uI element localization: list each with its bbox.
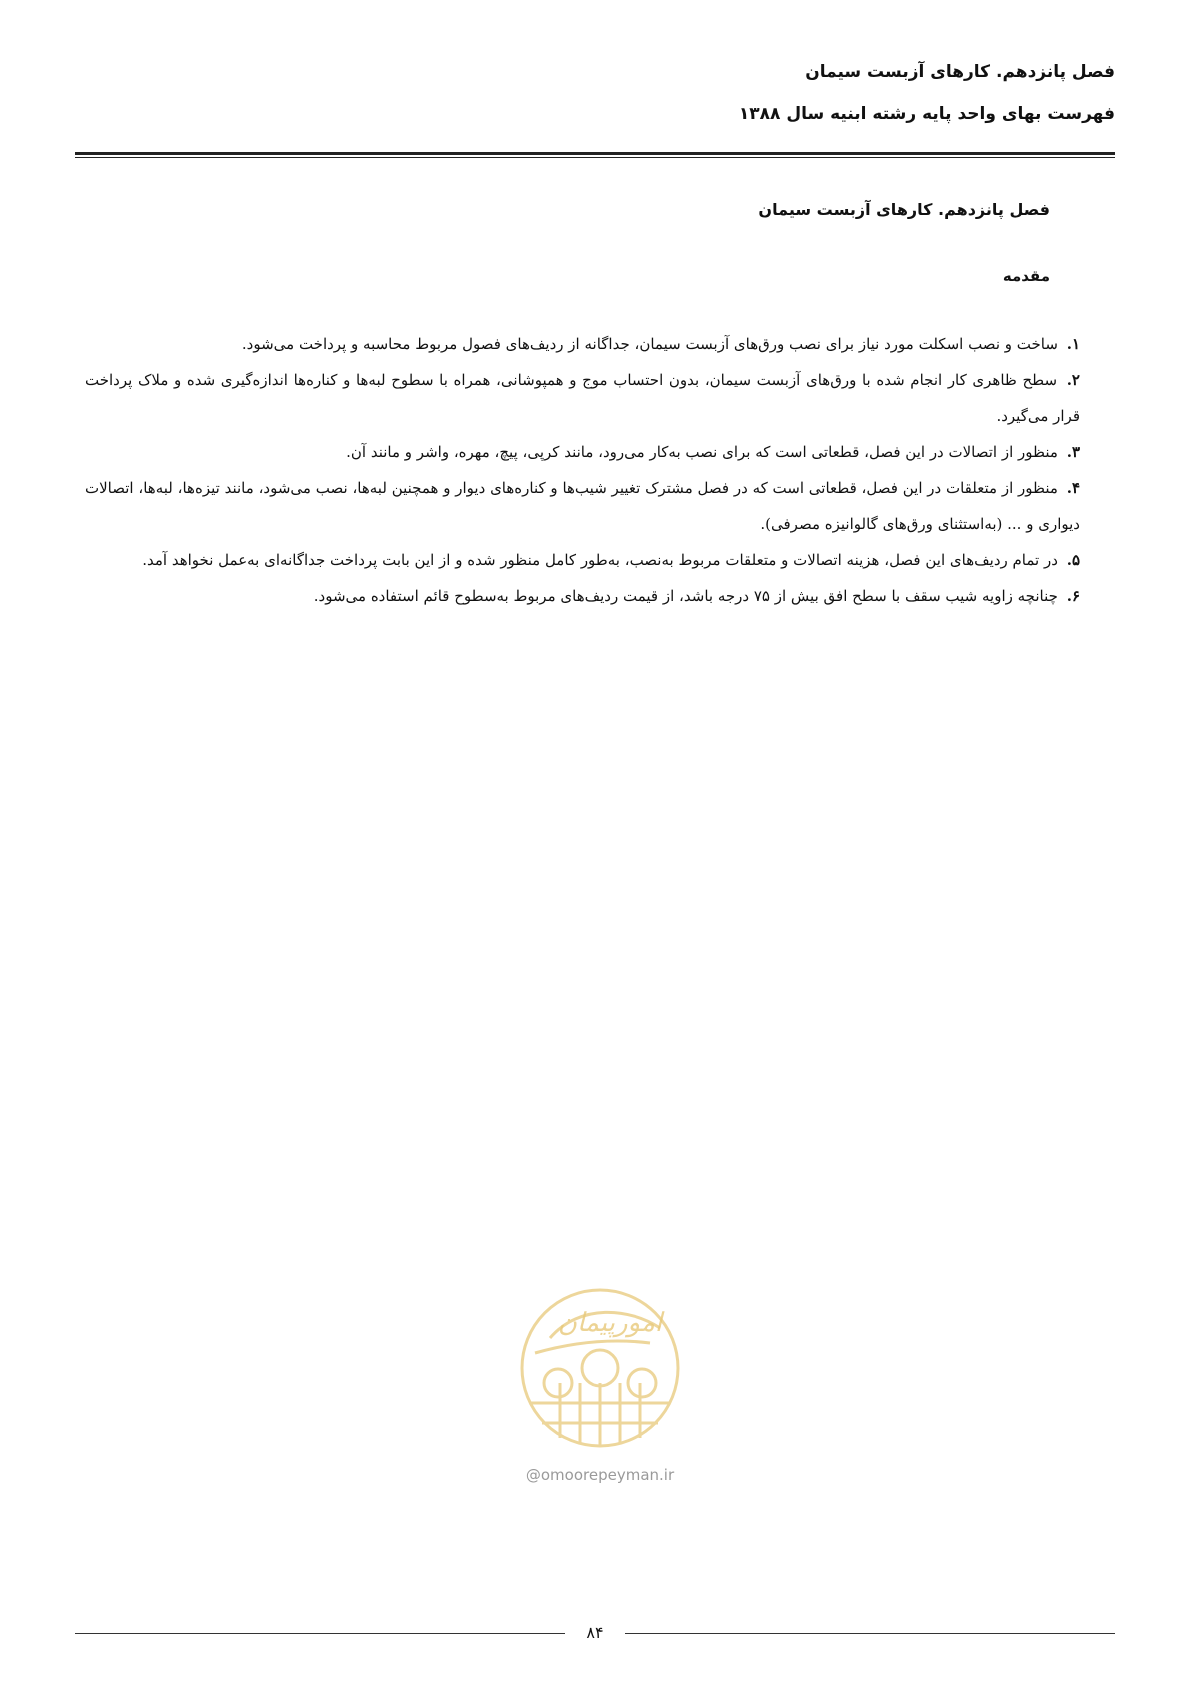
list-item [85, 578, 1080, 614]
item-list [85, 326, 1080, 614]
list-item [85, 362, 1080, 434]
main-content [85, 196, 1080, 614]
list-item [85, 434, 1080, 470]
item-text: منظور از اتصالات در این فصل، قطعاتی است که برای نصب به‌کار می‌رود، مانند کرپی، پیچ، مهره، واشر و مانند آن. [346, 443, 1058, 461]
item-number: ۱. [1066, 335, 1080, 353]
item-text: منظور از متعلقات در این فصل، قطعاتی است که در فصل مشترک تغییر شیب‌ها و کناره‌های دیوار و همچنین لبه‌ها، نصب می‌شود، مانند تیزه‌ها، لبه‌ها، اتصالات دیواری و ... (به‌استثنای ورق‌های گالوانیزه مصرفی). [85, 479, 1080, 533]
item-number: ۳. [1066, 443, 1080, 461]
running-header [75, 58, 1115, 128]
item-number: ۴. [1066, 479, 1080, 497]
watermark-url: @omoorepeyman.ir [525, 1466, 675, 1484]
item-text: در تمام ردیف‌های این فصل، هزینه اتصالات و متعلقات مربوط به‌نصب، به‌طور کامل منظور شده و از این بابت پرداخت جداگانه‌ای به‌عمل نخواهد آمد. [142, 551, 1058, 569]
footer-rule-left [75, 1633, 565, 1634]
list-item [85, 542, 1080, 578]
list-item [85, 470, 1080, 542]
item-number: ۲. [1066, 371, 1080, 389]
watermark-logo-icon [490, 1283, 710, 1453]
page-footer [75, 1622, 1115, 1646]
watermark-logo-text: امورپیمان [557, 1308, 663, 1338]
item-number: ۵. [1066, 551, 1080, 569]
page-number: ۸۴ [586, 1623, 604, 1642]
header-chapter-title: فصل پانزدهم. کارهای آزبست سیمان [805, 62, 1115, 82]
list-item [85, 326, 1080, 362]
section-title: فصل پانزدهم. کارهای آزبست سیمان [758, 200, 1050, 219]
item-number: ۶. [1066, 587, 1080, 605]
item-text: ساخت و نصب اسکلت مورد نیاز برای نصب ورق‌های آزبست سیمان، جداگانه از ردیف‌های فصول مربوط محاسبه و پرداخت می‌شود. [241, 335, 1058, 353]
item-text: چنانچه زاویه شیب سقف با سطح افق بیش از ۷۵ درجه باشد، از قیمت ردیف‌های مربوط به‌سطوح قائم استفاده می‌شود. [313, 587, 1058, 605]
header-book-title: فهرست بهای واحد پایه رشته ابنیه سال ۱۳۸۸ [738, 104, 1115, 124]
footer-rule-right [625, 1633, 1115, 1634]
intro-heading: مقدمه [1002, 267, 1050, 285]
header-rule-thin [75, 157, 1115, 158]
item-text: سطح ظاهری کار انجام شده با ورق‌های آزبست سیمان، بدون احتساب موج و همپوشانی، همراه با سطوح لبه‌ها و کناره‌ها اندازه‌گیری شده و ملاک پرداخت قرار می‌گیرد. [85, 371, 1080, 425]
header-rule-thick [75, 152, 1115, 155]
